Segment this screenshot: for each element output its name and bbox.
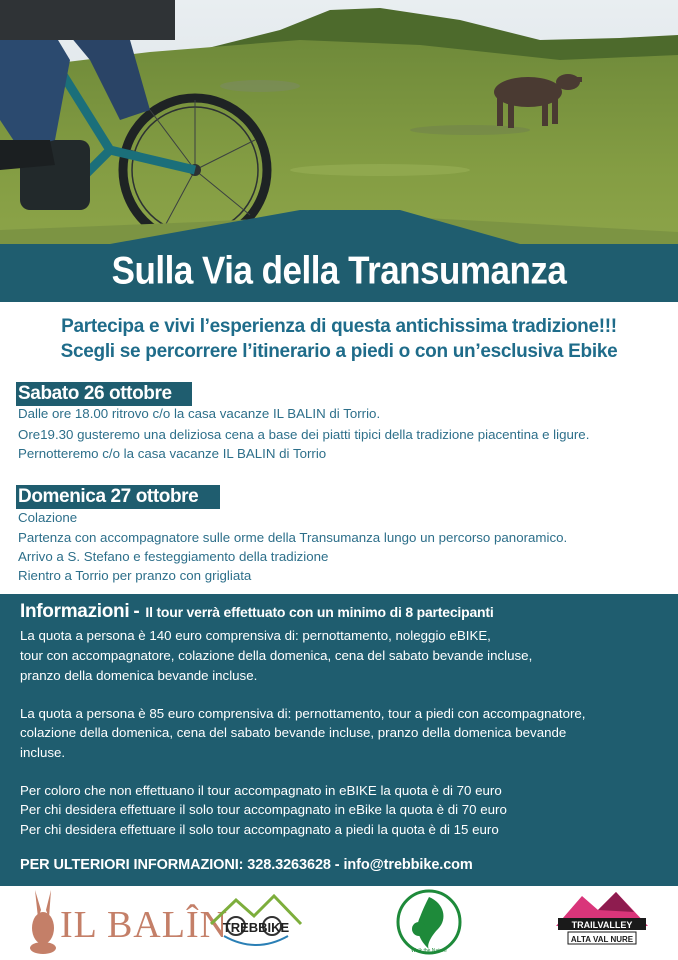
trebbike-logo-text: TREBBIKE bbox=[222, 920, 290, 935]
trail-logo-top: TRAILVALLEY bbox=[571, 920, 633, 930]
info-line: Per chi desidera effettuare il solo tour accompagnato in eBike la quota è di 70 euro bbox=[20, 802, 507, 817]
day2-line: Arrivo a S. Stefano e festeggiamento della tradizione bbox=[18, 549, 329, 564]
day1-line: Dalle ore 18.00 ritrovo c/o la casa vacanze IL BALIN di Torrio. bbox=[18, 406, 381, 421]
info-line: pranzo della domenica bevande incluse. bbox=[20, 668, 258, 683]
trebbike-logo bbox=[206, 892, 306, 954]
day2-line: Colazione bbox=[18, 510, 78, 525]
info-line: incluse. bbox=[20, 745, 66, 760]
balin-logo-text: IL BALÎN bbox=[60, 904, 229, 946]
subtitle-line-2: Scegli se percorrere l’itinerario a piedi o con un’esclusiva Ebike bbox=[60, 341, 618, 362]
info-line: Per coloro che non effettuano il tour accompagnato in eBIKE la quota è di 70 euro bbox=[20, 783, 502, 798]
info-dash: - bbox=[133, 601, 140, 622]
day2-line: Partenza con accompagnatore sulle orme della Transumanza lungo un percorso panoramico. bbox=[18, 530, 568, 545]
info-heading bbox=[20, 601, 494, 623]
info-title: Informazioni bbox=[20, 601, 130, 622]
info-line: colazione della domenica, cena del sabato bevande incluse, pranzo della domenica bevande bbox=[20, 725, 567, 740]
walk-the-nature-logo bbox=[396, 889, 462, 955]
contact-info: PER ULTERIORI INFORMAZIONI: 328.3263628 - info@trebbike.com bbox=[20, 857, 473, 873]
rabbit-logo-icon bbox=[26, 888, 60, 954]
day1-line: Pernotteremo c/o la casa vacanze IL BALIN di Torrio bbox=[18, 446, 327, 461]
info-line: Per chi desidera effettuare il solo tour accompagnato a piedi la quota è di 15 euro bbox=[20, 822, 499, 837]
info-line: La quota a persona è 140 euro comprensiva di: pernottamento, noleggio eBIKE, bbox=[20, 628, 491, 643]
day-header-sunday: Domenica 27 ottobre bbox=[16, 485, 220, 509]
trail-valley-logo bbox=[554, 888, 650, 952]
subtitle-line-1: Partecipa e vivi l’esperienza di questa antichissima tradizione!!! bbox=[61, 316, 617, 337]
info-line: La quota a persona è 85 euro comprensiva di: pernottamento, tour a piedi con accompagnatore, bbox=[20, 706, 586, 721]
info-note: Il tour verrà effettuato con un minimo di 8 partecipanti bbox=[145, 604, 494, 620]
info-line: tour con accompagnatore, colazione della domenica, cena del sabato bevande incluse, bbox=[20, 648, 533, 663]
day2-line: Rientro a Torrio per pranzo con grigliata bbox=[18, 568, 252, 583]
day1-line: Ore19.30 gusteremo una deliziosa cena a base dei piatti tipici della tradizione piacentina e ligure. bbox=[18, 427, 590, 442]
walk-logo-text: Walk the Nature bbox=[411, 948, 447, 954]
page-title: Sulla Via della Transumanza bbox=[111, 248, 567, 293]
trail-logo-bottom: ALTA VAL NURE bbox=[570, 935, 634, 944]
day-header-saturday: Sabato 26 ottobre bbox=[16, 382, 192, 406]
